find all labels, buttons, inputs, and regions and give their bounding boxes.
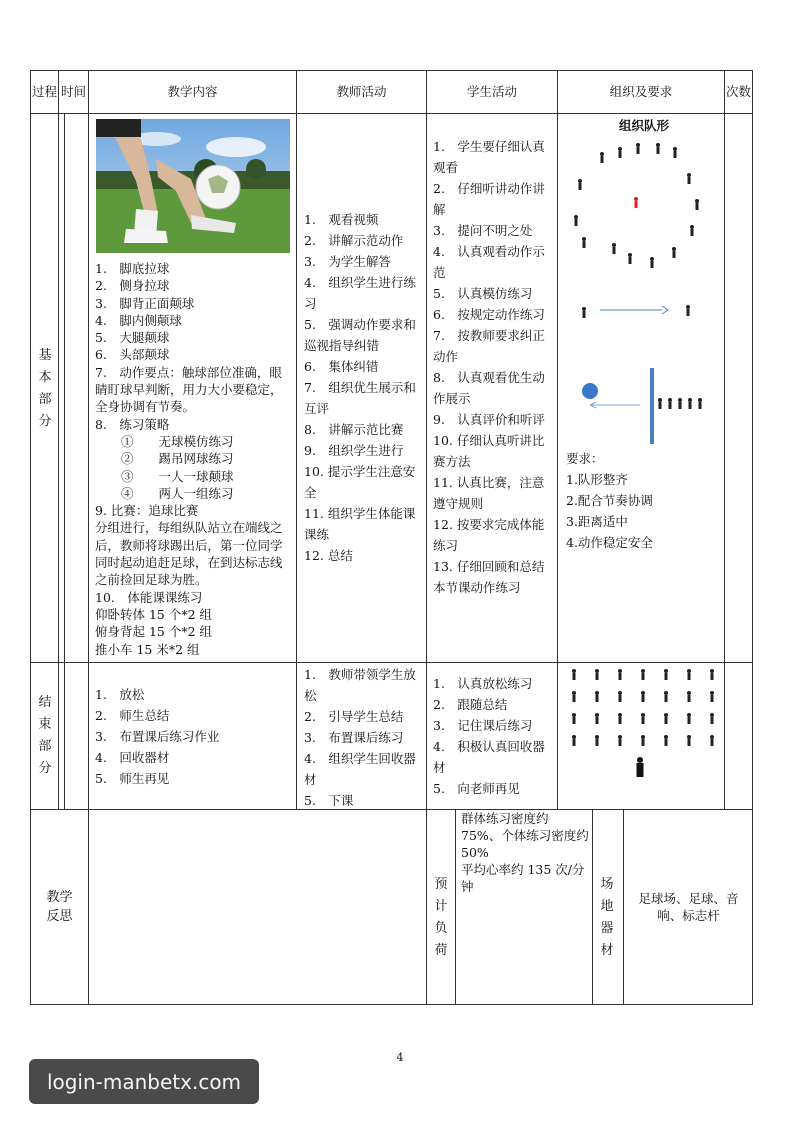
content-item: 2. 侧身拉球 (95, 278, 170, 294)
load-text: 群体练习密度约 75%、个体练习密度约 50% 平均心率约 135 次/分钟 (461, 811, 589, 894)
content-item: 6. 头部颠球 (95, 347, 170, 363)
content-item: ④ 两人一组练习 (121, 485, 234, 501)
content-item: ② 踢吊网球练习 (121, 451, 234, 467)
student-item: 3. 记住课后练习 (433, 718, 533, 733)
req-title: 要求： (566, 451, 604, 466)
student-figure (641, 691, 645, 702)
student-figure (687, 691, 691, 702)
req-item: 1.队形整齐 (566, 472, 628, 487)
teacher-item: 9. 组织学生进行 (304, 443, 404, 458)
content-item: 1. 放松 (95, 687, 145, 702)
end-formation-diagram (562, 664, 726, 782)
student-figure (595, 713, 599, 724)
student-figure (664, 691, 668, 702)
student-item: 1. 认真放松练习 (433, 676, 533, 691)
football-photo (96, 119, 290, 253)
content-item: 4. 回收器材 (95, 750, 170, 765)
formation-title: 组织队形 (618, 118, 669, 133)
student-figure (710, 669, 714, 680)
student-item: 8. 认真观看优生动作展示 (433, 370, 545, 406)
student-figure (710, 691, 714, 702)
header-teacher: 教师活动 (336, 84, 387, 99)
page-number: 4 (396, 1051, 404, 1064)
student-figure (687, 735, 691, 746)
basic-teacher-list (304, 209, 422, 566)
formation-diagram (562, 114, 726, 444)
student-figure (572, 735, 576, 746)
student-figure (687, 669, 691, 680)
teacher-item: 11. 组织学生体能课课练 (304, 506, 416, 542)
student-figure (618, 713, 622, 724)
student-item: 11. 认真比赛，注意遵守规则 (433, 475, 545, 511)
student-item: 13. 仔细回顾和总结本节课动作练习 (433, 559, 545, 595)
watermark: login-manbetx.com (29, 1059, 259, 1104)
header-time: 时间 (60, 84, 86, 99)
basic-student-list (433, 136, 553, 598)
load-label: 预 计 负 荷 (434, 877, 448, 958)
teacher-item: 1. 教师带领学生放松 (304, 667, 416, 703)
content-item: 8. 练习策略 (95, 416, 170, 432)
student-figure (618, 691, 622, 702)
header-student: 学生活动 (466, 84, 517, 99)
content-item: 仰卧转体 15 个*2 组 (95, 606, 213, 622)
student-figure (595, 691, 599, 702)
student-figure (618, 669, 622, 680)
content-item: 3. 布置课后练习作业 (95, 729, 220, 744)
reflection-label: 教学反思 (46, 890, 73, 924)
content-item: 俯身背起 15 个*2 组 (95, 624, 213, 640)
student-figure (664, 735, 668, 746)
student-item: 2. 跟随总结 (433, 697, 508, 712)
teacher-item: 4. 组织学生进行练习 (304, 275, 416, 311)
basic-content-list (95, 260, 293, 658)
student-figure (664, 669, 668, 680)
student-figure (710, 713, 714, 724)
student-item: 10. 仔细认真听讲比赛方法 (433, 433, 545, 469)
student-figure (572, 691, 576, 702)
content-item: ③ 一人一球颠球 (121, 468, 234, 484)
teacher-item: 6. 集体纠错 (304, 359, 379, 374)
content-item: 推小车 15 米*2 组 (95, 641, 200, 657)
student-item: 4. 积极认真回收器材 (433, 739, 545, 775)
req-item: 2.配合节奏协调 (566, 493, 653, 508)
teacher-item: 2. 引导学生总结 (304, 709, 404, 724)
end-student-list (433, 673, 553, 799)
student-figure (595, 735, 599, 746)
student-item: 3. 提问不明之处 (433, 223, 533, 238)
student-figure (595, 669, 599, 680)
content-item: 3. 脚背正面颠球 (95, 295, 195, 311)
student-figure (641, 713, 645, 724)
student-figure (572, 669, 576, 680)
student-item: 2. 仔细听讲动作讲解 (433, 181, 545, 217)
header-content: 教学内容 (167, 84, 218, 99)
student-item: 7. 按教师要求纠正动作 (433, 328, 545, 364)
teacher-item: 2. 讲解示范动作 (304, 233, 404, 248)
basic-section-label: 基 本 部 分 (38, 348, 52, 429)
content-item: 7. 动作要点：触球部位准确，眼睛盯球早判断，用力大小要稳定，全身协调有节奏。 (95, 364, 283, 415)
end-section-label: 结 束 部 分 (38, 695, 52, 776)
content-item: 分组进行，每组纵队站立在端线之后，教师将球踢出后，第一位同学同时起动追赶足球，在到达标志线之前捡回足球为胜。 (95, 520, 283, 588)
content-item: 5. 师生再见 (95, 771, 170, 786)
teacher-item: 3. 为学生解答 (304, 254, 391, 269)
content-item: 9. 比赛：追球比赛 (95, 503, 199, 519)
student-item: 4. 认真观看动作示范 (433, 244, 545, 280)
student-item: 1. 学生要仔细认真观看 (433, 139, 545, 175)
requirements (566, 448, 653, 553)
venue-text: 足球场、足球、音响、标志杆 (638, 891, 739, 923)
content-item: 10. 体能课课练习 (95, 589, 203, 605)
student-item: 6. 按规定动作练习 (433, 307, 545, 322)
student-figure (687, 713, 691, 724)
teacher-item: 10. 提示学生注意安全 (304, 464, 416, 500)
teacher-item: 7. 组织优生展示和互评 (304, 380, 416, 416)
student-figure (618, 735, 622, 746)
req-item: 3.距离适中 (566, 514, 628, 529)
end-teacher-list (304, 664, 422, 811)
venue-label: 场 地 器 材 (600, 877, 614, 958)
content-item: 5. 大腿颠球 (95, 330, 170, 346)
teacher-item: 8. 讲解示范比赛 (304, 422, 404, 437)
content-item: 2. 师生总结 (95, 708, 170, 723)
end-content-list (95, 684, 293, 789)
teacher-item: 4. 组织学生回收器材 (304, 751, 416, 787)
student-item: 12. 按要求完成体能练习 (433, 517, 545, 553)
content-item: 4. 脚内侧颠球 (95, 312, 182, 328)
student-figure (664, 713, 668, 724)
header-org: 组织及要求 (609, 84, 673, 99)
content-item: ① 无球模仿练习 (121, 433, 234, 449)
student-item: 9. 认真评价和听评 (433, 412, 545, 427)
teacher-item: 12. 总结 (304, 548, 353, 563)
content-item: 1. 脚底拉球 (95, 261, 170, 276)
teacher-item: 5. 强调动作要求和巡视指导纠错 (304, 317, 416, 353)
teacher-item: 3. 布置课后练习 (304, 730, 404, 745)
header-process: 过程 (31, 84, 57, 99)
student-figure (572, 713, 576, 724)
student-figure (710, 735, 714, 746)
student-item: 5. 向老师再见 (433, 781, 520, 796)
teacher-item: 5. 下课 (304, 793, 354, 808)
req-item: 4.动作稳定安全 (566, 535, 653, 550)
student-figure (641, 669, 645, 680)
teacher-item: 1. 观看视频 (304, 212, 379, 227)
student-figure (641, 735, 645, 746)
header-count: 次数 (725, 84, 751, 99)
student-item: 5. 认真模仿练习 (433, 286, 533, 301)
